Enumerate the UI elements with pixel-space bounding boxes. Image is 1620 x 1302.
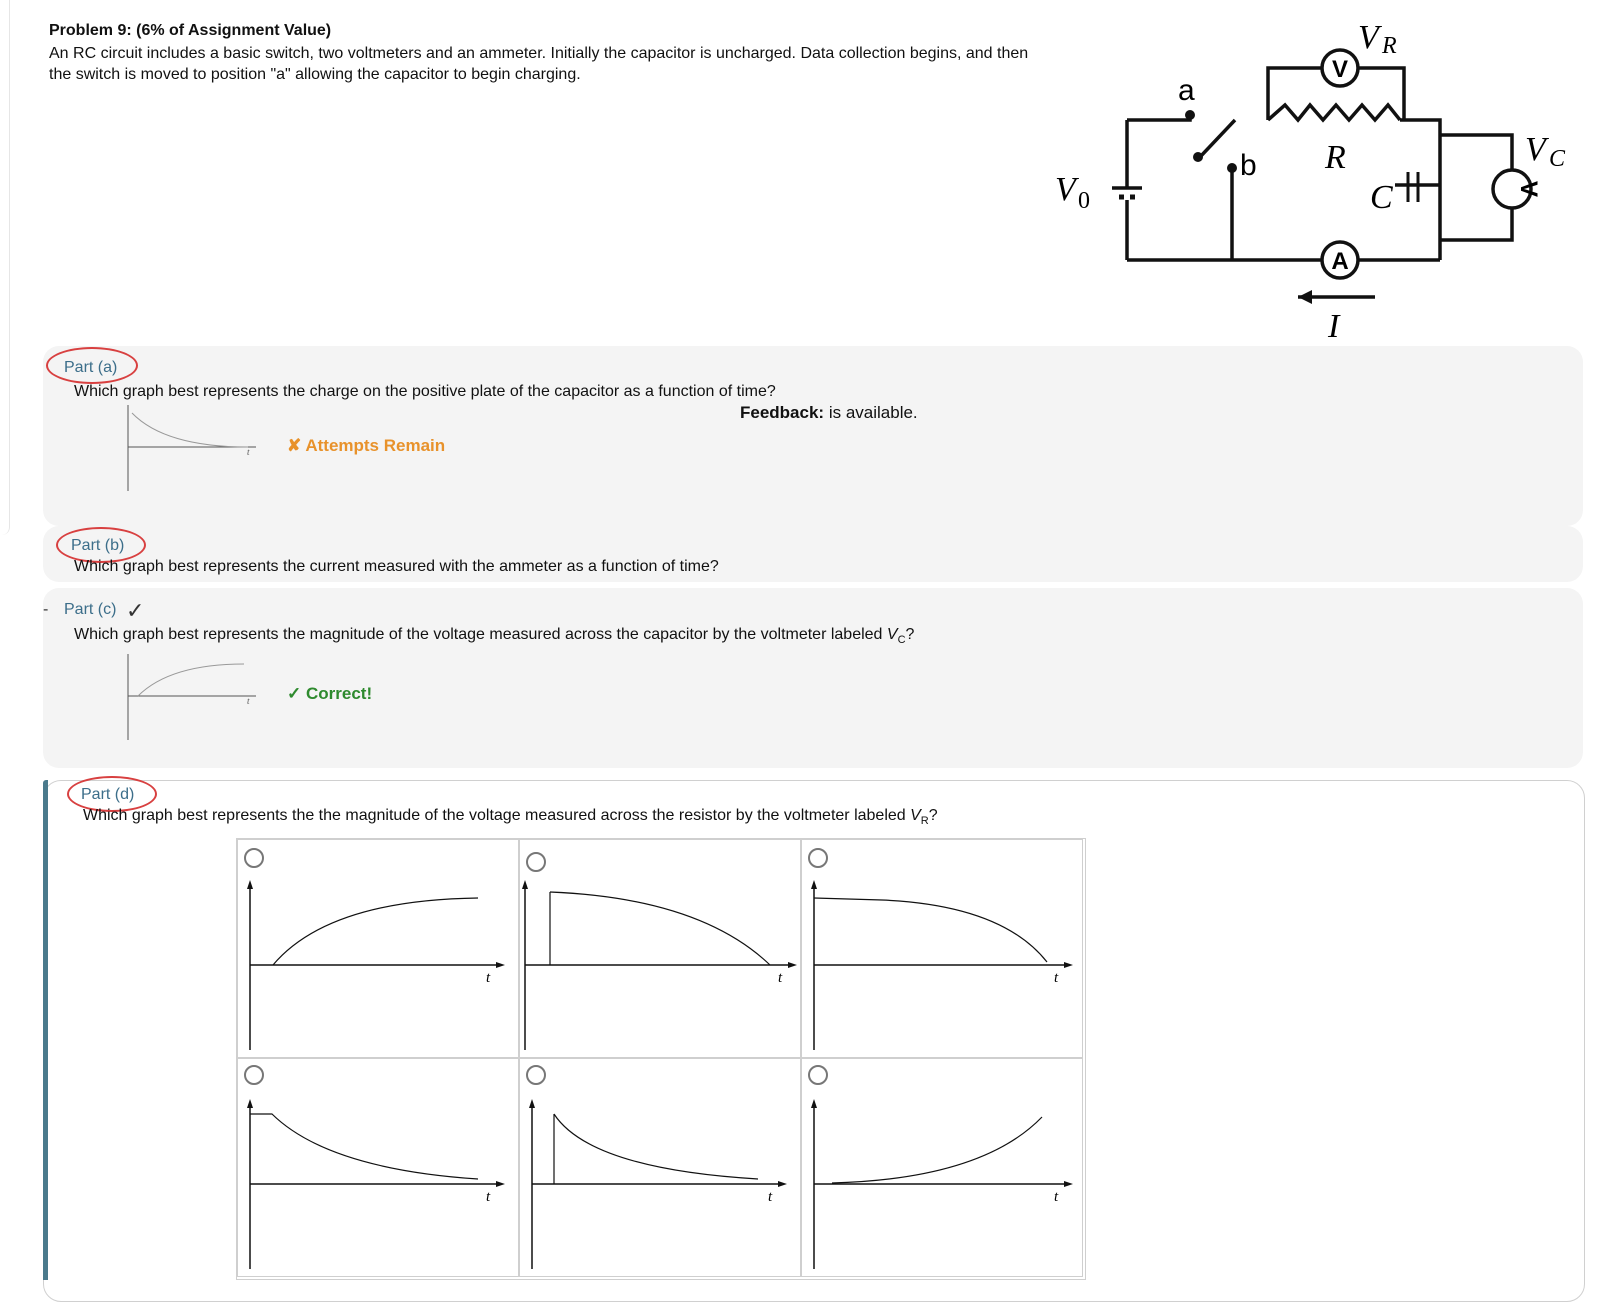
part-b-question: Which graph best represents the current measured with the ammeter as a function of time? [74, 558, 719, 575]
part-d-answer-grid [236, 838, 1086, 1280]
axis-t-label: t [768, 1189, 773, 1205]
voltmeter-r-symbol: V [1331, 56, 1349, 83]
check-icon: ✓ [126, 598, 145, 623]
left-frame-edge [0, 0, 10, 535]
part-c-graph-t-label: t [247, 696, 250, 706]
part-a-label[interactable]: Part (a) [64, 359, 118, 376]
label-vc: V [1525, 131, 1546, 168]
part-a-feedback[interactable] [740, 403, 918, 423]
x-mark-icon: ✘ [287, 436, 302, 455]
graph-step-then-decay [520, 1059, 802, 1278]
part-c-var-sub: C [897, 634, 906, 647]
part-a-graph-t-label: t [247, 447, 250, 457]
answer-option-3[interactable] [801, 839, 1083, 1058]
answer-option-5[interactable] [519, 1058, 801, 1277]
part-d-question [83, 807, 938, 827]
part-d-question-end: ? [928, 807, 938, 824]
graph-flat-then-decay [238, 1059, 520, 1278]
part-d-active-bar [43, 780, 48, 1280]
check-mark-icon: ✓ [287, 684, 302, 703]
feedback-label: Feedback: [740, 403, 825, 422]
part-b-label[interactable]: Part (b) [71, 537, 125, 554]
part-c-panel [43, 588, 1583, 768]
label-i: I [1328, 308, 1340, 345]
axis-t-label: t [778, 970, 783, 986]
part-c-question-text: Which graph best represents the magnitude of the voltage measured across the capacitor by the voltmeter labeled [74, 626, 887, 643]
part-c-status [287, 684, 372, 704]
part-d-var-sub: R [920, 815, 929, 828]
label-v0: V [1055, 171, 1076, 208]
part-a-panel [43, 346, 1583, 526]
part-d-var: V [910, 807, 921, 824]
part-c-question-end: ? [905, 626, 915, 643]
graph-flat-then-concave-fall [802, 840, 1084, 1059]
label-v0-sub: 0 [1078, 188, 1090, 214]
answer-option-4[interactable] [237, 1058, 519, 1277]
part-c-label[interactable]: Part (c) [64, 601, 117, 618]
label-b: b [1240, 149, 1257, 182]
label-vc-sub: C [1549, 146, 1566, 172]
graph-step-then-concave-fall [520, 840, 802, 1059]
label-a: a [1178, 74, 1195, 107]
part-c-question [74, 626, 914, 646]
axis-t-label: t [486, 970, 491, 986]
part-a-status [287, 436, 445, 456]
part-c-selected-graph [120, 652, 260, 742]
label-vr-sub: R [1382, 33, 1397, 59]
label-r: R [1325, 139, 1346, 176]
graph-exponential-growth [802, 1059, 1084, 1278]
answer-option-2[interactable] [519, 839, 801, 1058]
feedback-text: is available. [824, 403, 918, 422]
part-d-question-text: Which graph best represents the the magnitude of the voltage measured across the resistor by the voltmeter labeled [83, 807, 911, 824]
part-a-question: Which graph best represents the charge on the positive plate of the capacitor as a function of time? [74, 383, 776, 400]
part-c-collapse-toggle[interactable]: - [43, 601, 49, 618]
ammeter-symbol: A [1331, 248, 1349, 275]
label-c: C [1370, 179, 1393, 216]
answer-option-6[interactable] [801, 1058, 1083, 1277]
part-d-label[interactable]: Part (d) [81, 786, 135, 803]
rc-circuit-diagram [1040, 10, 1600, 350]
label-vr: V [1358, 19, 1379, 56]
axis-t-label: t [1054, 1189, 1059, 1205]
axis-t-label: t [486, 1189, 491, 1205]
answer-option-1[interactable] [237, 839, 519, 1058]
part-c-var: V [886, 626, 898, 643]
part-c-status-text: Correct! [305, 684, 373, 703]
part-a-selected-graph [120, 403, 260, 493]
axis-t-label: t [1054, 970, 1059, 986]
problem-title: Problem 9: (6% of Assignment Value) [49, 22, 332, 39]
graph-rising-saturation [238, 840, 520, 1059]
voltmeter-c-symbol: V [1515, 180, 1542, 198]
part-a-status-text: Attempts Remain [305, 436, 446, 455]
problem-description: An RC circuit includes a basic switch, two voltmeters and an ammeter. Initially the capacitor is uncharged. Data collection begins, and then the switch is moved to position "a" allowing the capacitor to begin charging. [49, 45, 1029, 83]
